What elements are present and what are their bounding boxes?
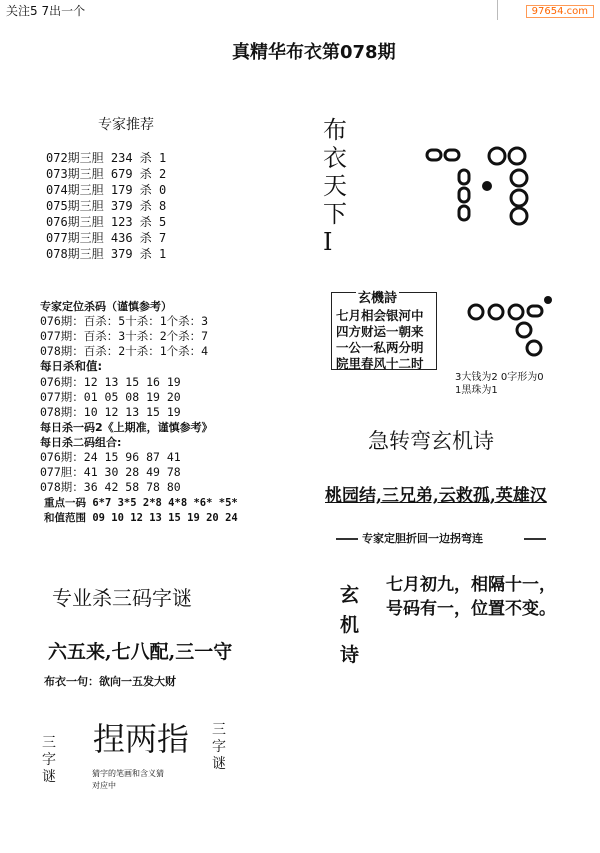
position-kill-heading: 专家定位杀码（谨慎参考） <box>40 300 172 313</box>
pick-row: 077期三胆 436 杀 7 <box>46 231 167 245</box>
pair-row: 077胆：41 30 28 49 78 <box>40 465 181 479</box>
riddle-line: 六五来,七八配,三一守 <box>48 641 233 663</box>
zimi-right: 三 字 谜 <box>212 722 226 772</box>
vertical-title: 布 衣 天 下 I <box>323 116 347 256</box>
pick-row: 074期三胆 179 杀 0 <box>46 183 167 197</box>
sum-range-line: 和值范围 09 10 12 13 15 19 20 24 <box>44 512 238 524</box>
poem-line: 四方财运一朝来 <box>336 324 424 339</box>
coin-bead-icon <box>425 140 545 240</box>
zimi-big: 捏两指 <box>93 720 190 758</box>
sum-row: 078期：10 12 13 15 19 <box>40 405 181 419</box>
zimi-note: 对应中 <box>92 781 116 790</box>
one-kill-heading: 每日杀一码2《上期准，谨慎参考》 <box>40 421 213 434</box>
pick-row: 075期三胆 379 杀 8 <box>46 199 167 213</box>
dash-left <box>336 538 358 540</box>
pair-row: 076期：24 15 96 87 41 <box>40 450 181 464</box>
pair-heading: 每日杀二码组合: <box>40 436 122 449</box>
divider <box>497 0 498 20</box>
pick-row: 072期三胆 234 杀 1 <box>46 151 167 165</box>
xuanji-line: 号码有一，位置不变。 <box>386 599 556 619</box>
zimi-left: 三 字 谜 <box>42 735 56 785</box>
buyi-line: 布衣一句：欲向一五发大财 <box>44 675 176 688</box>
poem-line: 院里春风十二时 <box>336 356 424 371</box>
expert-heading: 专家推荐 <box>98 117 154 133</box>
legend-line: 1黑珠为1 <box>455 385 498 396</box>
turn-heading: 急转弯玄机诗 <box>368 429 494 453</box>
zimi-note: 猜字的笔画和含义猜 <box>92 769 164 778</box>
bead-chain-icon <box>462 296 562 360</box>
position-kill-row: 077期：百杀：3十杀：2个杀：7 <box>40 329 209 343</box>
pick-row: 078期三胆 379 杀 1 <box>46 247 167 261</box>
page-title: 真精华布衣第078期 <box>232 42 396 63</box>
riddle-heading: 专业杀三码字谜 <box>52 586 192 610</box>
poem-line: 七月相会银河中 <box>336 308 424 323</box>
pick-row: 073期三胆 679 杀 2 <box>46 167 167 181</box>
focus-line: 重点一码 6*7 3*5 2*8 4*8 *6* *5* <box>44 497 238 509</box>
pair-row: 078期：36 42 58 78 80 <box>40 480 181 494</box>
expert-turn: 专家定胆折回一边拐弯连 <box>362 532 483 545</box>
position-kill-row: 078期：百杀：2十杀：1个杀：4 <box>40 344 209 358</box>
sum-row: 076期：12 13 15 16 19 <box>40 375 181 389</box>
xuanji-line: 七月初九，相隔十一， <box>386 575 556 595</box>
top-note: 关注5 7出一个 <box>6 4 86 18</box>
poem-title: 玄機詩 <box>356 287 399 306</box>
sum-row: 077期：01 05 08 19 20 <box>40 390 181 404</box>
dash-right <box>524 538 546 540</box>
site-badge[interactable]: 97654.com <box>526 5 594 18</box>
poem-line: 一公一私两分明 <box>336 340 424 355</box>
position-kill-row: 076期：百杀：5十杀：1个杀：3 <box>40 314 209 328</box>
pick-row: 076期三胆 123 杀 5 <box>46 215 167 229</box>
legend-line: 3大钱为2 0字形为0 <box>455 372 544 383</box>
xuanji-vertical: 玄 机 诗 <box>340 584 360 666</box>
turn-line: 桃园结,三兄弟,云救孤,英雄汉 <box>325 486 547 506</box>
sum-heading: 每日杀和值: <box>40 359 103 373</box>
